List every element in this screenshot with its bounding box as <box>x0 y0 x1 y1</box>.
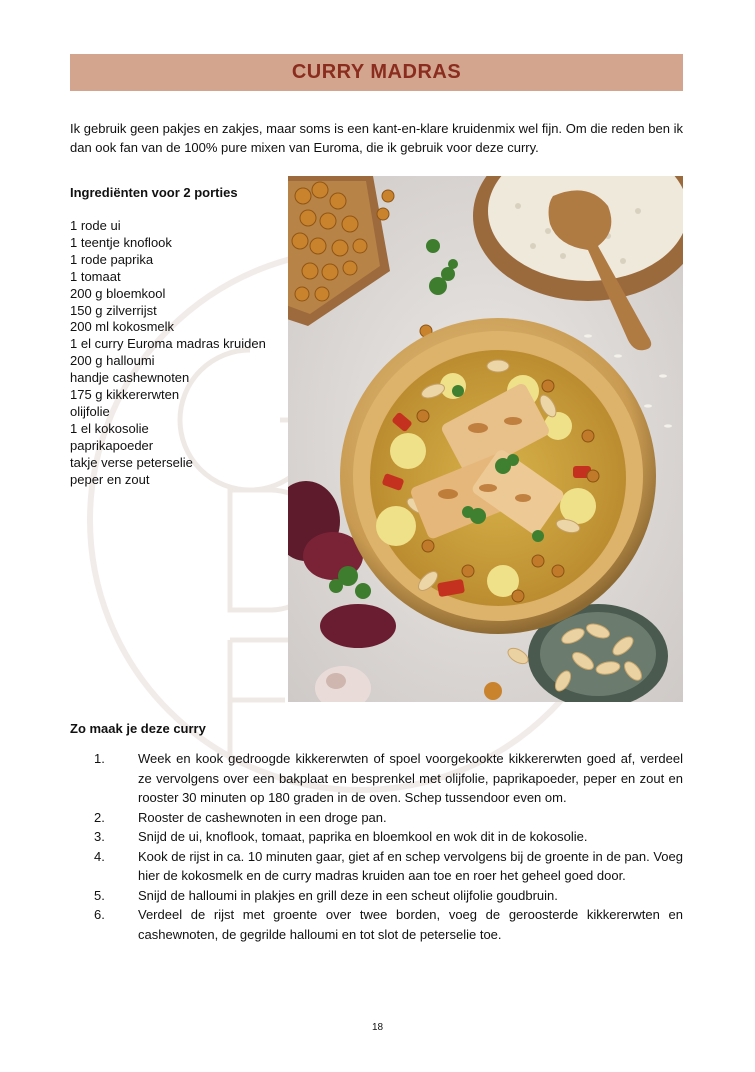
step-item <box>70 847 683 886</box>
step-number: 3. <box>94 829 105 844</box>
step-text: Week en kook gedroogde kikkererwten of spoel voorgekookte kikkererwten goed af, verdeel ze vervolgens over een bakplaat en besprenkel met olijfolie, paprikapoeder, peper en zout en rooster 30 minuten op 180 graden in de oven. Schep tussendoor even om. <box>138 751 683 805</box>
ingredient-item: 175 g kikkererwten <box>70 387 180 403</box>
step-item <box>70 827 683 847</box>
step-item <box>70 808 683 828</box>
ingredient-item: paprikapoeder <box>70 437 154 453</box>
method-heading: Zo maak je deze curry <box>70 721 206 736</box>
step-number: 1. <box>94 751 105 766</box>
ingredient-item: 1 teentje knoflook <box>70 234 172 250</box>
ingredient-item: 1 el curry Euroma madras kruiden <box>70 336 266 352</box>
ingredients-heading: Ingrediënten voor 2 porties <box>70 185 238 200</box>
step-text: Kook de rijst in ca. 10 minuten gaar, giet af en schep vervolgens bij de groente in de pan. Voeg hier de kokosmelk en de curry madras kruiden aan toe en roer het geheel goed door. <box>138 848 683 883</box>
page-title: CURRY MADRAS <box>291 61 462 83</box>
ingredient-item: handje cashewnoten <box>70 370 190 386</box>
step-number: 6. <box>94 907 105 922</box>
title-bar <box>70 54 683 91</box>
ingredient-item: 1 rode paprika <box>70 251 154 267</box>
ingredient-item: 200 g bloemkool <box>70 285 166 301</box>
intro-text: Ik gebruik geen pakjes en zakjes, maar soms is een kant-en-klare kruidenmix wel fijn. Om die reden ben ik dan ook fan van de 100% pure mixen van Euroma, die ik gebruik voor deze curry. <box>70 121 683 155</box>
ingredient-item: peper en zout <box>70 471 150 487</box>
step-text: Rooster de cashewnoten in een droge pan. <box>138 809 387 825</box>
ingredient-item: 1 rode ui <box>70 218 121 233</box>
method-steps <box>70 749 683 944</box>
ingredients-list <box>70 218 285 489</box>
ingredient-item: 1 el kokosolie <box>70 420 149 436</box>
ingredient-item: 1 tomaat <box>70 268 121 284</box>
step-text: Snijd de halloumi in plakjes en grill deze in een scheut olijfolie goudbruin. <box>138 887 558 903</box>
step-item <box>70 905 683 944</box>
ingredient-item: takje verse peterselie <box>70 454 193 470</box>
curry-photo <box>288 176 683 702</box>
step-text: Verdeel de rijst met groente over twee borden, voeg de geroosterde kikkererwten en cashewnoten, de gegrilde halloumi en tot slot de peterselie toe. <box>138 907 683 942</box>
ingredient-item: olijfolie <box>70 403 110 419</box>
step-number: 2. <box>94 809 105 825</box>
ingredient-item: 200 g halloumi <box>70 353 155 369</box>
step-text: Snijd de ui, knoflook, tomaat, paprika en bloemkool en wok dit in de kokosolie. <box>138 829 588 844</box>
page-number: 18 <box>371 1022 384 1033</box>
ingredient-item: 200 ml kokosmelk <box>70 319 175 335</box>
ingredient-item: 150 g zilverrijst <box>70 302 157 318</box>
step-item <box>70 886 683 906</box>
step-number: 4. <box>94 848 105 864</box>
step-number: 5. <box>94 887 105 903</box>
step-item <box>70 749 683 808</box>
